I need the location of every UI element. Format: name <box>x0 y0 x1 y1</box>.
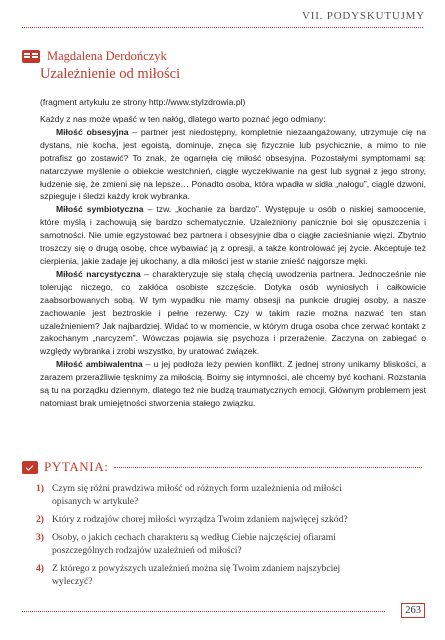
question-number: 2) <box>36 514 44 525</box>
text-narcissistic: – charakteryzuje się stałą chęcią uwodzenia partnera. Jednocześnie nie tolerując niczego, co zakłóca osobiste szczęście. Dotyka osób wyniosłych i całkowicie zaabsorbowanych sobą. W tym wypadku nie mamy obsesji na punkcie drugiej osoby, a nasze zachowanie jest beztroskie i pełne rezerwy. Czy w takim razie można nazwać ten stan uzależnieniem? Jak najbardziej. Widać to w momencie, w którym druga osoba chce zerwać kontakt z zakochanym „narcyzem”. Wówczas pojawia się psychoza i przerażenie. Zaczyna on zabiegać o względy wybranka i zrobi wszystko, by uratować związek. <box>40 268 426 357</box>
article-author: Magdalena Derdończyk <box>47 49 167 63</box>
article-title: Uzależnienie od miłości <box>40 66 181 82</box>
paragraph-narcissistic <box>40 268 426 358</box>
question-text: Z którego z powyższych uzależnień można się Twoim zdaniem najszybciej wyleczyć? <box>52 563 341 587</box>
questions-title: PYTANIA: <box>44 459 109 474</box>
term-ambivalent: Miłość ambiwalentna <box>56 359 143 370</box>
question-text: Czym się różni prawdziwa miłość od różnych form uzależnienia od miłości opisanych w artykule? <box>52 483 342 507</box>
text-obsessive: – partner jest niedostępny, kompletnie niezaangażowany, utrzymuje cię na dystans, nie kocha, jest egoistą, dominuje, znęca się fizycznie lub psychicznie, a mimo to nie potrafisz go zostawić? To znak, że ogarnęła cię miłość obsesyjna. Pozostałymi symptomami są: natarczywe myślenie o obiekcie westchnień, ciągłe wyczekiwanie na gest lub sygnał z jego strony, łudzenie się, że zmieni się na lepsze… Ponadto osoba, która wpadła w sidła „nałogu”, ciągle dzwoni, szpieguje i śledzi każdy krok wybranka. <box>40 126 426 202</box>
question-item <box>36 531 422 557</box>
question-number: 1) <box>36 483 44 494</box>
questions-header <box>22 459 422 475</box>
paragraph-obsessive <box>40 126 426 203</box>
page-number: 263 <box>401 603 425 618</box>
term-obsessive: Miłość obsesyjna <box>56 126 129 137</box>
term-symbiotic: Miłość symbiotyczna <box>56 204 144 215</box>
intro-paragraph: Każdy z nas może wpaść w ten nałóg, dlatego warto poznać jego odmiany: <box>40 114 326 124</box>
text-symbiotic: – tzw. „kochanie za bardzo”. Występuje u osób o niskiej samoocenie, które myślą i zachowują się bardzo schematycznie. Uzależniony panicznie boi się opuszczenia i samotności. Nie umie egzystować bez partnera i obsesyjnie dba o ciągłe zacieśnianie więzi. Zbytnio troszczy się o drugą osobę, chce wybawiać ją z opresji, a także kontrolować jej życie. Akceptuje też cierpienia, jakie zadaje jej ukochany, a dla miłości jest w stanie znieść najgorsze męki. <box>40 204 426 266</box>
text-ambivalent: – u jej podłoża leży pewien konflikt. Z jednej strony unikamy bliskości, a zarazem przeraźliwie tęsknimy za miłością. Boimy się intymności, ale chcemy być kochani. Rozstania są tu na porządku dziennym, dlatego też nie budzą traumatycznych emocji. Głównym problemem jest natomiast brak umiejętności stworzenia stałego związku. <box>40 359 426 408</box>
question-item <box>36 513 422 526</box>
question-number: 4) <box>36 563 44 574</box>
question-item <box>36 562 422 588</box>
questions-list <box>36 482 422 588</box>
paragraph-ambivalent <box>40 358 426 410</box>
questions-section <box>22 459 422 593</box>
book-icon <box>22 50 40 63</box>
term-narcissistic: Miłość narcystyczna <box>56 268 141 279</box>
question-text: Osoby, o jakich cechach charakteru są według Ciebie najczęściej ofiarami poszczególnych rodzajów uzależnień od miłości? <box>52 532 336 556</box>
questions-divider <box>114 467 422 468</box>
footer-divider <box>22 611 385 612</box>
header-divider <box>22 27 423 28</box>
article-source: (fragment artykułu ze strony http://www.stylzdrowia.pl) <box>40 97 246 107</box>
section-header: VII. PODYSKUTUJMY <box>302 10 425 22</box>
question-number: 3) <box>36 532 44 543</box>
paragraph-symbiotic <box>40 203 426 268</box>
article-body <box>40 113 426 410</box>
checkmark-icon <box>22 461 38 474</box>
question-text: Który z rodzajów chorej miłości wyrządza Twoim zdaniem najwięcej szkód? <box>52 514 348 525</box>
question-item <box>36 482 422 508</box>
author-row <box>22 49 167 64</box>
